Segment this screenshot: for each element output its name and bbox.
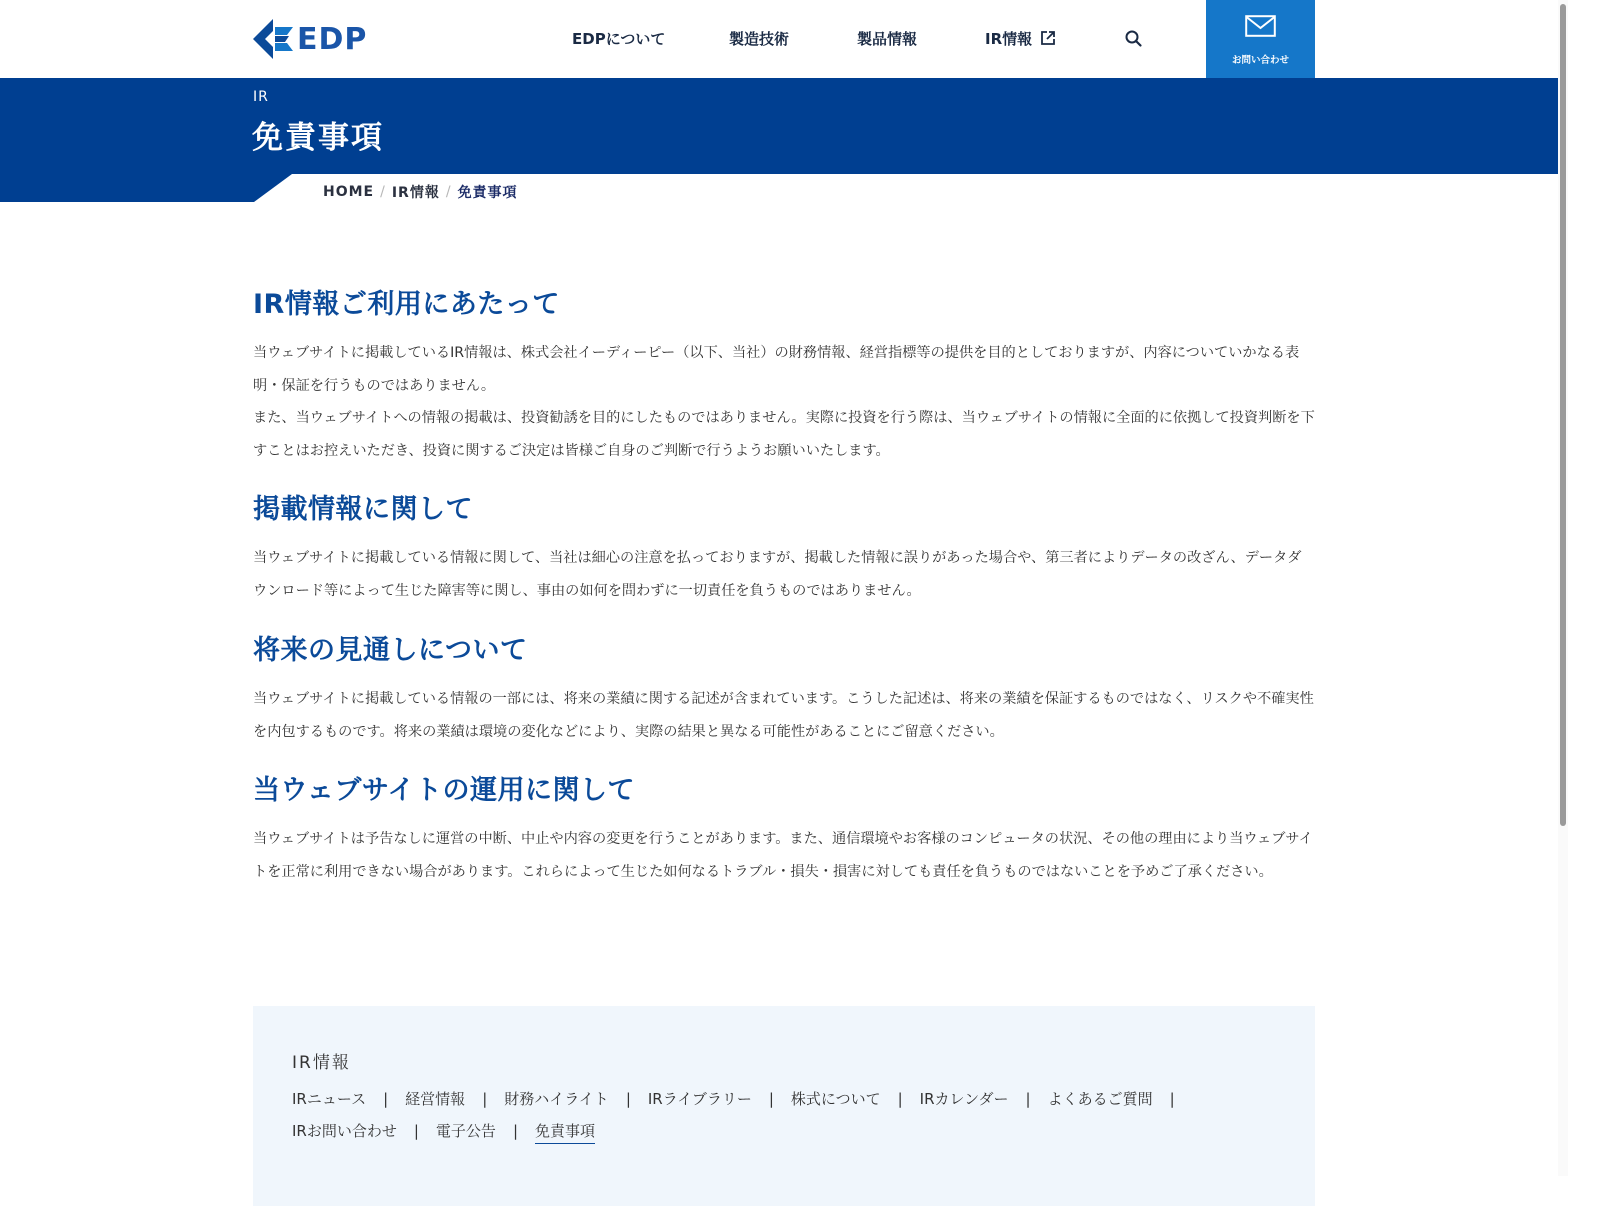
- subnav-separator: |: [482, 1090, 488, 1108]
- section-published-info: [253, 490, 1315, 607]
- subnav-separator: |: [1025, 1090, 1031, 1108]
- band-notch-decoration: [0, 174, 292, 202]
- section-forward-looking: [253, 631, 1315, 748]
- section-body: [253, 542, 1315, 607]
- breadcrumb: [323, 182, 518, 202]
- subnav-separator: |: [413, 1121, 419, 1140]
- nav-item-technology[interactable]: 製造技術: [729, 30, 790, 48]
- breadcrumb-home[interactable]: HOME: [323, 184, 375, 200]
- subnav-link-management[interactable]: 経営情報: [405, 1090, 466, 1108]
- subnav-separator: |: [512, 1121, 518, 1140]
- contact-label: お問い合わせ: [1231, 55, 1289, 66]
- scrollbar-thumb[interactable]: [1560, 4, 1566, 826]
- subnav-link-public-notice[interactable]: 電子公告: [435, 1121, 496, 1140]
- nav-item-ir-label: IR情報: [985, 30, 1033, 48]
- subnav-separator: |: [1169, 1090, 1175, 1108]
- subnav-link-ir-contact[interactable]: IRお問い合わせ: [292, 1121, 397, 1140]
- section-heading: IR情報ご利用にあたって: [253, 289, 560, 320]
- section-ir-usage: [253, 285, 1315, 467]
- search-icon: [1124, 29, 1144, 49]
- section-body: [253, 823, 1315, 888]
- page-scrollbar[interactable]: [1558, 0, 1568, 1176]
- section-body: [253, 337, 1315, 467]
- subnav-separator: |: [625, 1090, 631, 1108]
- subnav-link-ir-news[interactable]: IRニュース: [292, 1090, 367, 1108]
- site-logo[interactable]: [253, 18, 367, 60]
- mail-icon: [1245, 15, 1276, 37]
- nav-item-about[interactable]: EDPについて: [572, 30, 666, 48]
- subnav-link-stock[interactable]: 株式について: [790, 1090, 881, 1108]
- section-paragraph: 当ウェブサイトは予告なしに運営の中断、中止や内容の変更を行うことがあります。また、通信環境やお客様のコンピュータの状況、その他の理由により当ウェブサイトを正常に利用できない場合があります。これらによって生じた如何なるトラブル・損失・損害に対しても責任を負うものではないことを予めご了承ください。: [253, 831, 1313, 880]
- contact-button[interactable]: [1206, 0, 1315, 78]
- subnav-link-faq[interactable]: よくあるご質問: [1047, 1090, 1153, 1108]
- subnav-separator: |: [768, 1090, 774, 1108]
- section-heading: 将来の見通しについて: [253, 635, 528, 666]
- search-button[interactable]: [1124, 29, 1144, 49]
- subnav-title: IR情報: [292, 1053, 351, 1073]
- nav-item-ir[interactable]: [985, 28, 1056, 49]
- nav-item-products[interactable]: 製品情報: [857, 30, 918, 48]
- subnav-links: [292, 1084, 1252, 1147]
- section-kicker: IR: [253, 89, 269, 105]
- breadcrumb-separator: /: [445, 184, 452, 200]
- ir-subnav: [253, 1006, 1315, 1206]
- page-title-band: [0, 78, 1568, 174]
- breadcrumb-separator: /: [380, 184, 386, 200]
- logo-text: EDP: [297, 21, 368, 57]
- subnav-separator: |: [383, 1090, 389, 1108]
- subnav-link-disclaimer[interactable]: 免責事項: [535, 1122, 595, 1144]
- section-paragraph: 当ウェブサイトに掲載しているIR情報は、株式会社イーディーピー（以下、当社）の財務情報、経営指標等の提供を目的としておりますが、内容についていかなる表明・保証を行うものではありません。: [253, 345, 1300, 394]
- section-paragraph: 当ウェブサイトに掲載している情報に関して、当社は細心の注意を払っておりますが、掲載した情報に誤りがあった場合や、第三者によりデータの改ざん、データダウンロード等によって生じた障害等に関し、事由の如何を問わずに一切責任を負うものではありません。: [253, 550, 1302, 599]
- section-heading: 当ウェブサイトの運用に関して: [253, 775, 636, 806]
- section-body: [253, 683, 1315, 748]
- subnav-link-financial-highlights[interactable]: 財務ハイライト: [504, 1090, 609, 1108]
- subnav-link-ir-calendar[interactable]: IRカレンダー: [919, 1090, 1009, 1108]
- external-link-icon: [1040, 30, 1056, 46]
- section-paragraph: 当ウェブサイトに掲載している情報の一部には、将来の業績に関する記述が含まれています。こうした記述は、将来の業績を保証するものではなく、リスクや不確実性を内包するものです。将来の業績は環境の変化などにより、実際の結果と異なる可能性があることにご留意ください。: [253, 691, 1314, 740]
- subnav-link-ir-library[interactable]: IRライブラリー: [647, 1090, 752, 1108]
- subnav-separator: |: [897, 1090, 903, 1108]
- site-header: [0, 0, 1568, 78]
- page-title: 免責事項: [252, 120, 384, 156]
- breadcrumb-current: 免責事項: [457, 185, 518, 201]
- section-site-operation: [253, 771, 1315, 888]
- section-paragraph: また、当ウェブサイトへの情報の掲載は、投資勧誘を目的にしたものではありません。実際に投資を行う際は、当ウェブサイトの情報に全面的に依拠して投資判断を下すことはお控えいただき、投資に関するご決定は皆様ご自身のご判断で行うようお願いいたします。: [253, 410, 1315, 459]
- breadcrumb-ir[interactable]: IR情報: [391, 185, 440, 201]
- logo-mark-icon: [253, 19, 295, 59]
- section-heading: 掲載情報に関して: [253, 494, 473, 525]
